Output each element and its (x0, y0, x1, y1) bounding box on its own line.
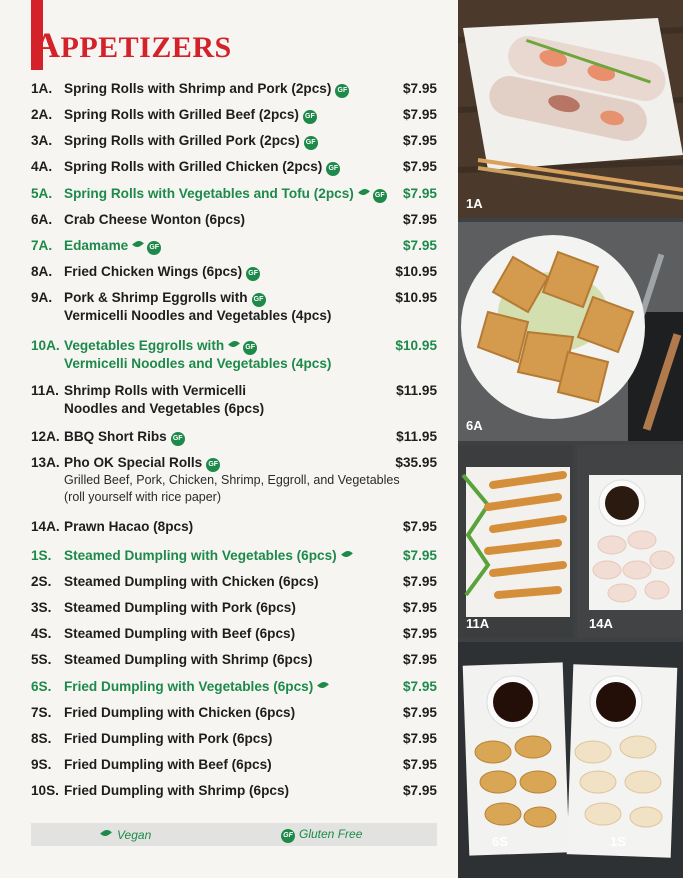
gluten-free-icon: GF (252, 293, 266, 307)
item-name (64, 185, 387, 203)
gluten-free-icon: GF (246, 267, 260, 281)
item-price: $7.95 (402, 81, 437, 96)
item-name-text: Steamed Dumpling with Beef (6pcs) (64, 626, 296, 641)
item-code: 2S. (31, 574, 52, 589)
item-name-text: Spring Rolls with Grilled Beef (2pcs) (64, 107, 299, 122)
gluten-free-icon: GF (335, 84, 349, 98)
item-name-text: Edamame (64, 238, 129, 253)
gluten-free-icon: GF (281, 829, 295, 843)
item-price: $11.95 (396, 383, 437, 398)
item-name-text: Steamed Dumpling with Chicken (6pcs) (64, 574, 319, 589)
item-description-line1: Grilled Beef, Pork, Chicken, Shrimp, Eggroll, and Vegetables (64, 473, 400, 487)
item-price: $10.95 (395, 264, 437, 279)
item-description-line2: (roll yourself with rice paper) (64, 490, 221, 504)
item-price: $7.95 (402, 107, 437, 122)
item-code: 10A. (31, 338, 60, 353)
item-name (64, 704, 295, 722)
item-name (64, 237, 161, 255)
item-name-text: Spring Rolls with Grilled Chicken (2pcs) (64, 159, 323, 174)
item-code: 1A. (31, 81, 53, 96)
photo-label-14a: 14A (589, 616, 613, 631)
item-code: 2A. (31, 107, 53, 122)
item-name-text: Steamed Dumpling with Vegetables (6pcs) (64, 548, 337, 563)
item-name (64, 547, 352, 565)
shrimp-rolls-photo (458, 445, 573, 638)
item-name-text: Fried Chicken Wings (6pcs) (64, 264, 243, 279)
item-price: $7.95 (402, 626, 437, 641)
item-name-text: BBQ Short Ribs (64, 429, 167, 444)
item-code: 3S. (31, 600, 52, 615)
item-code: 1S. (31, 548, 52, 563)
item-code: 4S. (31, 626, 52, 641)
item-name (64, 678, 328, 696)
item-code: 4A. (31, 159, 53, 174)
legend-vegan: Vegan (101, 828, 151, 842)
item-price: $7.95 (402, 574, 437, 589)
item-code: 6S. (31, 679, 52, 694)
dumplings-photo (458, 642, 683, 878)
item-name-text: Fried Dumpling with Beef (6pcs) (64, 757, 272, 772)
item-name-text: Spring Rolls with Grilled Pork (2pcs) (64, 133, 300, 148)
item-name-text: Fried Dumpling with Pork (6pcs) (64, 731, 273, 746)
item-name-line2: Noodles and Vegetables (6pcs) (64, 401, 265, 416)
item-name-text: Fried Dumpling with Chicken (6pcs) (64, 705, 296, 720)
item-name (64, 80, 349, 98)
item-name (64, 651, 313, 669)
item-price: $10.95 (395, 290, 437, 305)
item-price: $10.95 (395, 338, 437, 353)
item-price: $7.95 (402, 652, 437, 667)
leaf-icon (228, 339, 240, 350)
item-price: $7.95 (402, 133, 437, 148)
item-price: $7.95 (402, 238, 437, 253)
item-price: $7.95 (402, 212, 437, 227)
item-price: $7.95 (402, 186, 437, 201)
gluten-free-icon: GF (326, 162, 340, 176)
item-name-text: Fried Dumpling with Shrimp (6pcs) (64, 783, 290, 798)
photo-label-11a: 11A (466, 616, 490, 631)
item-description (64, 472, 400, 506)
item-name (64, 454, 220, 472)
prawn-hacao-photo (577, 445, 683, 638)
photo-label-6a: 6A (466, 418, 483, 433)
item-name (64, 132, 318, 150)
item-name-text: Spring Rolls with Vegetables and Tofu (2pcs) (64, 186, 354, 201)
item-name (64, 289, 266, 307)
item-code: 5A. (31, 186, 53, 201)
item-name-line2: Vermicelli Noodles and Vegetables (4pcs) (64, 308, 332, 323)
item-name-text: Prawn Hacao (8pcs) (64, 519, 194, 534)
item-name-text: Pho OK Special Rolls (64, 455, 203, 470)
item-code: 11A. (31, 383, 59, 398)
item-price: $7.95 (402, 519, 437, 534)
item-name (64, 382, 246, 400)
item-name (64, 337, 257, 355)
item-name-text: Steamed Dumpling with Pork (6pcs) (64, 600, 296, 615)
item-name (64, 106, 317, 124)
item-code: 5S. (31, 652, 52, 667)
legend-gluten-free: GF Gluten Free (281, 827, 362, 843)
item-code: 8A. (31, 264, 53, 279)
item-name (64, 756, 272, 774)
item-price: $7.95 (402, 548, 437, 563)
item-name-text: Crab Cheese Wonton (6pcs) (64, 212, 246, 227)
item-name (64, 599, 296, 617)
item-price: $35.95 (395, 455, 437, 470)
item-name (64, 428, 185, 446)
item-code: 8S. (31, 731, 52, 746)
item-price: $7.95 (402, 731, 437, 746)
gluten-free-icon: GF (303, 110, 317, 124)
leaf-icon (100, 828, 112, 839)
item-name (64, 263, 260, 281)
item-name (64, 158, 340, 176)
item-price: $7.95 (402, 159, 437, 174)
item-name-text: Shrimp Rolls with Vermicelli (64, 383, 247, 398)
gluten-free-icon: GF (171, 432, 185, 446)
item-code: 7A. (31, 238, 53, 253)
gluten-free-icon: GF (206, 458, 220, 472)
item-price: $7.95 (402, 705, 437, 720)
gluten-free-icon: GF (304, 136, 318, 150)
item-code: 6A. (31, 212, 53, 227)
gluten-free-icon: GF (373, 189, 387, 203)
crab-wonton-photo (458, 222, 683, 441)
item-code: 12A. (31, 429, 60, 444)
item-name-line2: Vermicelli Noodles and Vegetables (4pcs) (64, 356, 332, 371)
item-name-text: Vegetables Eggrolls with (64, 338, 225, 353)
item-code: 9S. (31, 757, 52, 772)
photo-label-1a: 1A (466, 196, 483, 211)
item-code: 9A. (31, 290, 53, 305)
item-price: $7.95 (402, 757, 437, 772)
leaf-icon (317, 680, 329, 691)
leaf-icon (132, 239, 144, 250)
item-name-text: Fried Dumpling with Vegetables (6pcs) (64, 679, 314, 694)
item-name (64, 625, 295, 643)
photo-label-1s: 1S (610, 834, 626, 849)
item-name (64, 573, 319, 591)
leaf-icon (358, 187, 370, 198)
item-code: 7S. (31, 705, 52, 720)
item-price: $11.95 (396, 429, 437, 444)
item-code: 13A. (31, 455, 60, 470)
gluten-free-icon: GF (147, 241, 161, 255)
item-name (64, 211, 245, 229)
spring-rolls-photo (458, 0, 683, 218)
page-title: APPETIZERS (34, 25, 232, 65)
item-name-text: Spring Rolls with Shrimp and Pork (2pcs) (64, 81, 332, 96)
item-price: $7.95 (402, 783, 437, 798)
item-code: 14A. (31, 519, 60, 534)
photo-label-6s: 6S (492, 834, 508, 849)
legend (31, 823, 437, 846)
item-name (64, 730, 272, 748)
item-price: $7.95 (402, 679, 437, 694)
item-code: 10S. (31, 783, 59, 798)
item-code: 3A. (31, 133, 53, 148)
item-name-text: Steamed Dumpling with Shrimp (6pcs) (64, 652, 313, 667)
leaf-icon (341, 549, 353, 560)
item-name (64, 782, 289, 800)
item-price: $7.95 (402, 600, 437, 615)
item-name-text: Pork & Shrimp Eggrolls with (64, 290, 248, 305)
gluten-free-icon: GF (243, 341, 257, 355)
photo-column (458, 0, 683, 878)
item-name (64, 518, 193, 536)
